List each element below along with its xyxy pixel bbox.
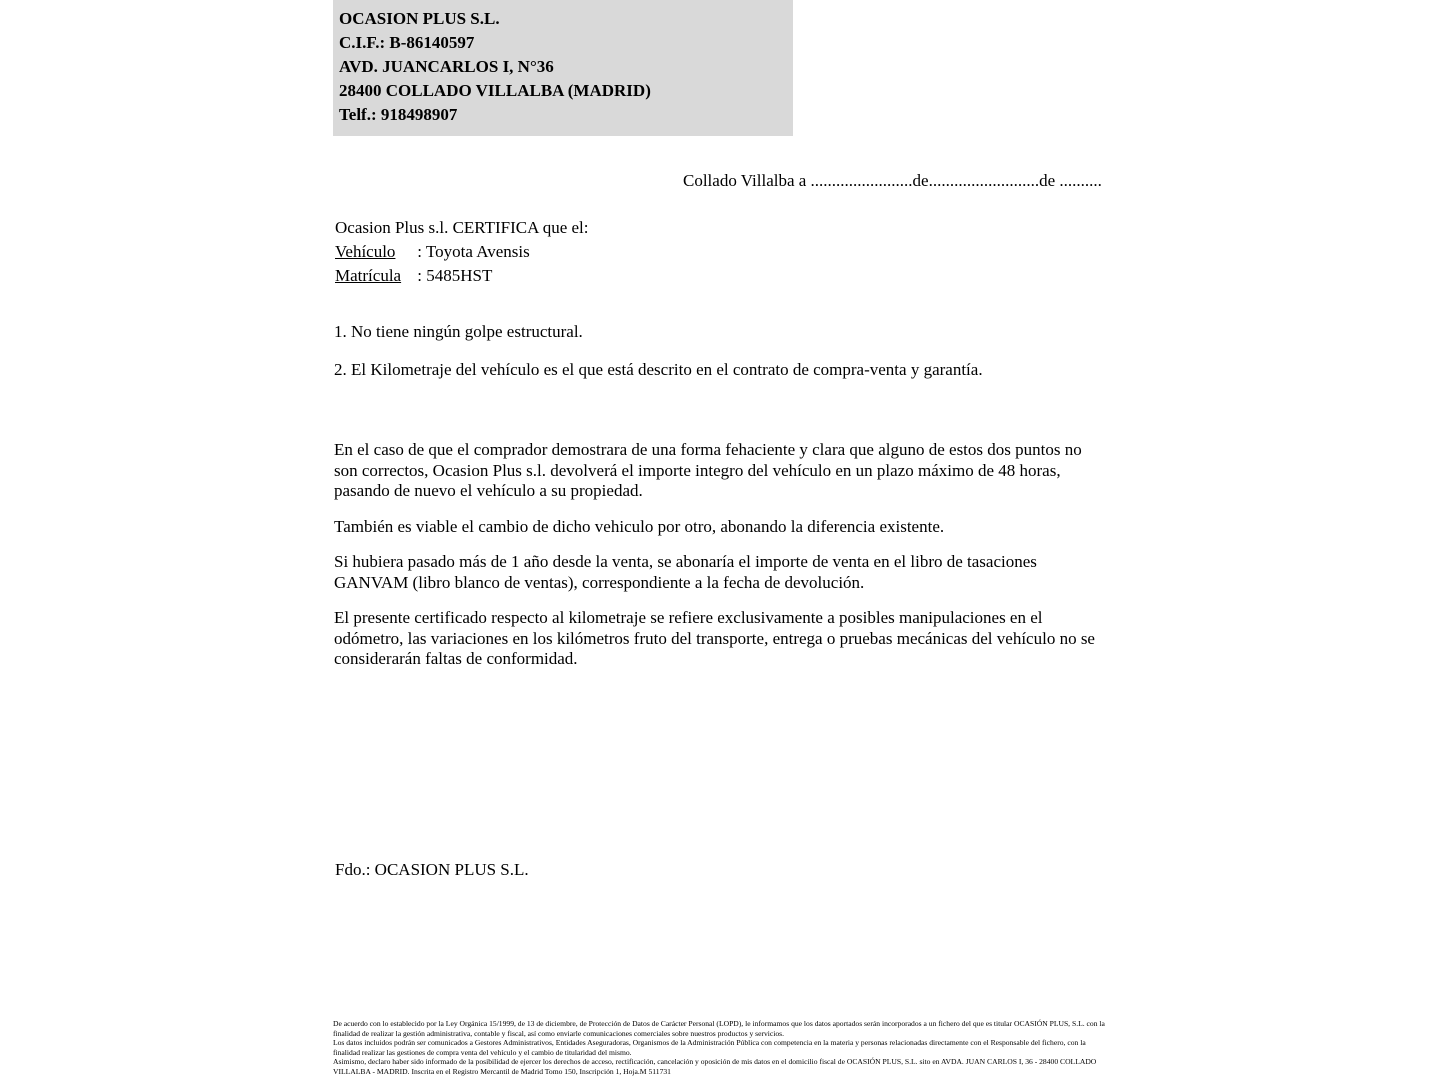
legal-paragraph-rights: Asimismo, declaro haber sido informado de la posibilidad de ejercer los derechos de acceso, rectificación, cancelación y oposición de mis datos en el domicilio fiscal de OCASIÓN PLUS, S.L. sito en AVDA. JUAN CARLOS I, 36 - 28400 COLLADO VILLALBA - MADRID. Inscrita en el Registro Mercantil de Madrid Tomo 150, Inscripción 1, Hoja.M 511731 [333, 1057, 1097, 1076]
legal-footer [333, 1019, 1105, 1077]
certify-intro: Ocasion Plus s.l. CERTIFICA que el: [335, 218, 589, 237]
company-address-line2: 28400 COLLADO VILLALBA (MADRID) [339, 81, 651, 100]
letterhead [333, 0, 793, 136]
clause-2: 2. El Kilometraje del vehículo es el que está descrito en el contrato de compra-venta y garantía. [334, 360, 983, 379]
plate-value: : 5485HST [417, 266, 493, 285]
company-cif: C.I.F.: B-86140597 [339, 33, 475, 52]
signature-line: Fdo.: OCASION PLUS S.L. [335, 860, 529, 879]
plate-row [335, 264, 589, 287]
vehicle-label: Vehículo [335, 242, 396, 261]
paragraph-exchange: También es viable el cambio de dicho vehiculo por otro, abonando la diferencia existente. [334, 516, 945, 536]
vehicle-value: : Toyota Avensis [417, 242, 530, 261]
certify-block [335, 216, 589, 287]
clause-1: 1. No tiene ningún golpe estructural. [334, 322, 583, 341]
body-paragraphs [334, 440, 1102, 685]
paragraph-refund: En el caso de que el comprador demostrara de una forma fehaciente y clara que alguno de estos dos puntos no son correctos, Ocasion Plus s.l. devolverá el importe integro del vehículo en un plazo máximo de 48 horas, pasando de nuevo el vehículo a su propiedad. [334, 440, 1082, 500]
paragraph-odometer: El presente certificado respecto al kilometraje se refiere exclusivamente a posibles manipulaciones en el odómetro, las variaciones en los kilómetros fruto del transporte, entrega o pruebas mecánicas del vehículo no se considerarán faltas de conformidad. [334, 608, 1095, 668]
legal-paragraph-data-sharing: Los datos incluidos podrán ser comunicados a Gestores Administrativos, Entidades Aseguradoras, Organismos de la Administración Pública con competencia en la materia y personas relacionadas directamente con el Responsable del fichero, con la finalidad realizar las gestiones de compra venta del vehículo y el cambio de titularidad del mismo. [333, 1038, 1086, 1057]
plate-label: Matrícula [335, 266, 402, 285]
legal-paragraph-lopd: De acuerdo con lo establecido por la Ley Orgánica 15/1999, de 13 de diciembre, de Protección de Datos de Carácter Personal (LOPD), le informamos que los datos aportados serán incorporados a un fichero del que es titular OCASIÓN PLUS, S.L. con la finalidad de realizar la gestión administrativa, contable y fiscal, así como enviarle comunicaciones comerciales sobre nuestros productos y servicios. [333, 1019, 1105, 1038]
clauses-block [334, 322, 1104, 380]
paragraph-ganvam: Si hubiera pasado más de 1 año desde la venta, se abonaría el importe de venta en el libro de tasaciones GANVAM (libro blanco de ventas), correspondiente a la fecha de devolución. [334, 552, 1037, 592]
company-address-line1: AVD. JUANCARLOS I, N°36 [339, 57, 554, 76]
vehicle-row [335, 240, 589, 263]
company-name: OCASION PLUS S.L. [339, 9, 500, 28]
date-line: Collado Villalba a ........................de..........................de .......... [683, 171, 1102, 190]
company-phone: Telf.: 918498907 [339, 105, 458, 124]
